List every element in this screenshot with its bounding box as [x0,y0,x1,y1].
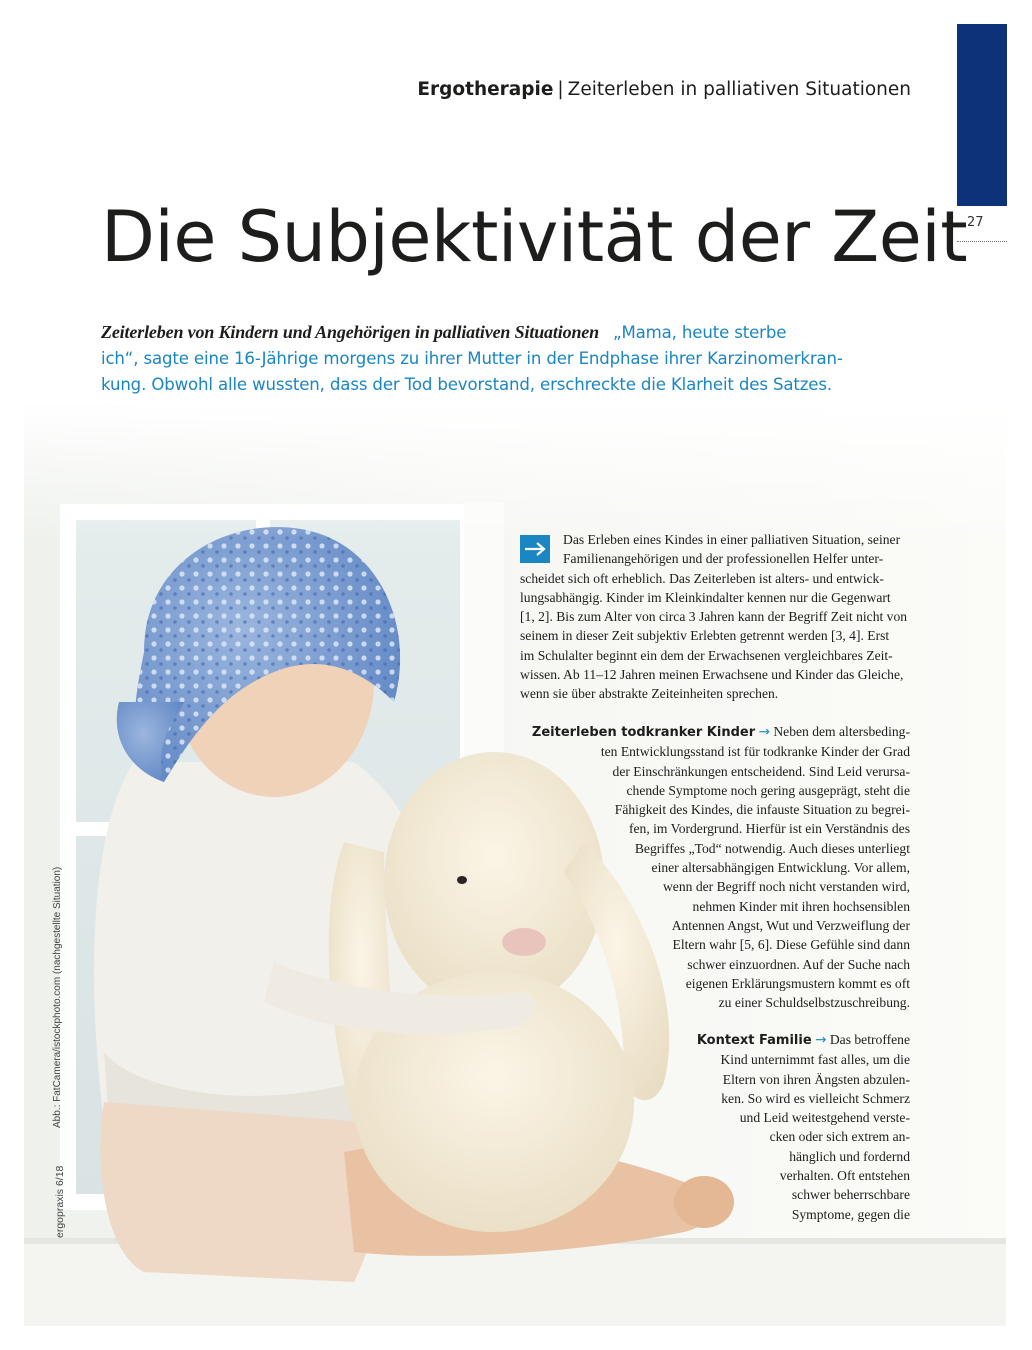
text-line: schwer einzuordnen. Auf der Suche nach [687,956,910,972]
text-line: einer altersabhängigen Entwicklung. Vor allem, [651,860,910,876]
text-line: und Leid weitestgehend verste- [739,1110,910,1126]
text-line: seinem in dieser Zeit subjektiv Erlebten getrennt werden [3, 4]. Erst [520,628,890,644]
journal-issue: ergopraxis 6/18 [54,1165,66,1238]
text-line: zu einer Schuldselbstzuschreibung. [718,995,910,1011]
subheading: Zeiterleben todkranker Kinder [531,725,756,740]
text-line: ten Entwicklungsstand ist für todkranke Kinder der Grad [600,744,910,760]
text-line: Kontext Familie → Das betroffene [696,1032,910,1048]
header-separator: | [557,79,564,100]
section-color-tab [957,24,1007,206]
lead-line: ich“, sagte eine 16-Jährige morgens zu ihrer Mutter in der Endphase ihrer Karzinomerkran- [101,349,843,368]
text-line: Begriffes „Tod“ notwendig. Auch dieses unterliegt [634,840,910,856]
text-line: schwer beherrschbare [791,1187,910,1203]
lead-line: Zeiterleben von Kindern und Angehörigen in palliativen Situationen „Mama, heute sterbe [101,322,787,342]
text-line: cken oder sich extrem an- [769,1129,910,1145]
text-line: scheidet sich oft erheblich. Das Zeiterleben ist alters- und entwick- [520,570,884,586]
intro-paragraph [520,530,910,704]
text-line: im Schulalter beginnt ein dem der Erwachsenen vergleichbares Zeit- [520,647,893,663]
text-line: Eltern wahr [5, 6]. Diese Gefühle sind dann [672,937,910,953]
text-line: Zeiterleben todkranker Kinder → Neben dem altersbeding- [531,724,910,740]
text-line: Fähigkeit des Kindes, die infauste Situation zu begrei- [614,802,910,818]
text-line: der Einschränkungen entscheidend. Sind Leid verursa- [612,763,910,779]
text-line: verhalten. Oft entstehen [779,1168,910,1184]
arrow-right-icon: → [815,1032,827,1048]
photo-credit: Abb.: FatCamera/istockphoto.com (nachgestellte Situation) [52,866,63,1128]
text-line: nehmen Kinder mit ihren hochsensiblen [692,898,910,914]
subheading: Kontext Familie [696,1033,812,1048]
text-line: lungsabhängig. Kinder im Kleinkindalter kennen nur die Gegenwart [520,589,891,605]
text-line: hänglich und fordernd [789,1148,910,1164]
text-line: Symptome, gegen die [791,1206,910,1222]
text-line: wenn sie über abstrakte Zeiteinheiten sprechen. [520,686,779,702]
text-line: fen, im Vordergrund. Hierfür ist ein Verständnis des [628,821,910,837]
article-title: Die Subjektivität der Zeit [101,196,968,278]
section-kontext-familie [520,1030,910,1224]
text-line: Familienangehörigen und der professionellen Helfer unter- [563,551,884,567]
text-line: Das Erleben eines Kindes in einer palliativen Situation, seiner [563,532,901,547]
text-line: chende Symptome noch gering ausgeprägt, steht die [626,782,910,798]
lead-line: kung. Obwohl alle wussten, dass der Tod bevorstand, erschreckte die Klarheit des Satzes. [101,375,832,394]
lead-kicker: Zeiterleben von Kindern und Angehörigen in palliativen Situationen [101,322,600,342]
text-line: [1, 2]. Bis zum Alter von circa 3 Jahren kann der Begriff Zeit nicht von [520,609,908,625]
section-name: Ergotherapie [417,79,554,100]
text-line: wissen. Ab 11–12 Jahren meinen Erwachsene und Kinder das Gleiche, [520,667,904,683]
page-number: 27 [967,215,984,230]
text-line: Antennen Angst, Wut und Verzweiflung der [671,917,910,933]
section-todkranke-kinder [520,722,910,1012]
arrow-right-icon: → [758,724,770,740]
text-line: Kind unternimmt fast alles, um die [720,1052,910,1068]
text-line: wenn der Begriff noch nicht verstanden wird, [662,879,910,895]
text-line: Eltern von ihren Ängsten abzulen- [722,1071,910,1087]
running-head [417,79,911,100]
text-line: eigenen Erklärungsmustern kommt es oft [685,975,910,991]
text-line: ken. So wird es vielleicht Schmerz [721,1090,910,1106]
section-topic: Zeiterleben in palliativen Situationen [567,79,911,100]
